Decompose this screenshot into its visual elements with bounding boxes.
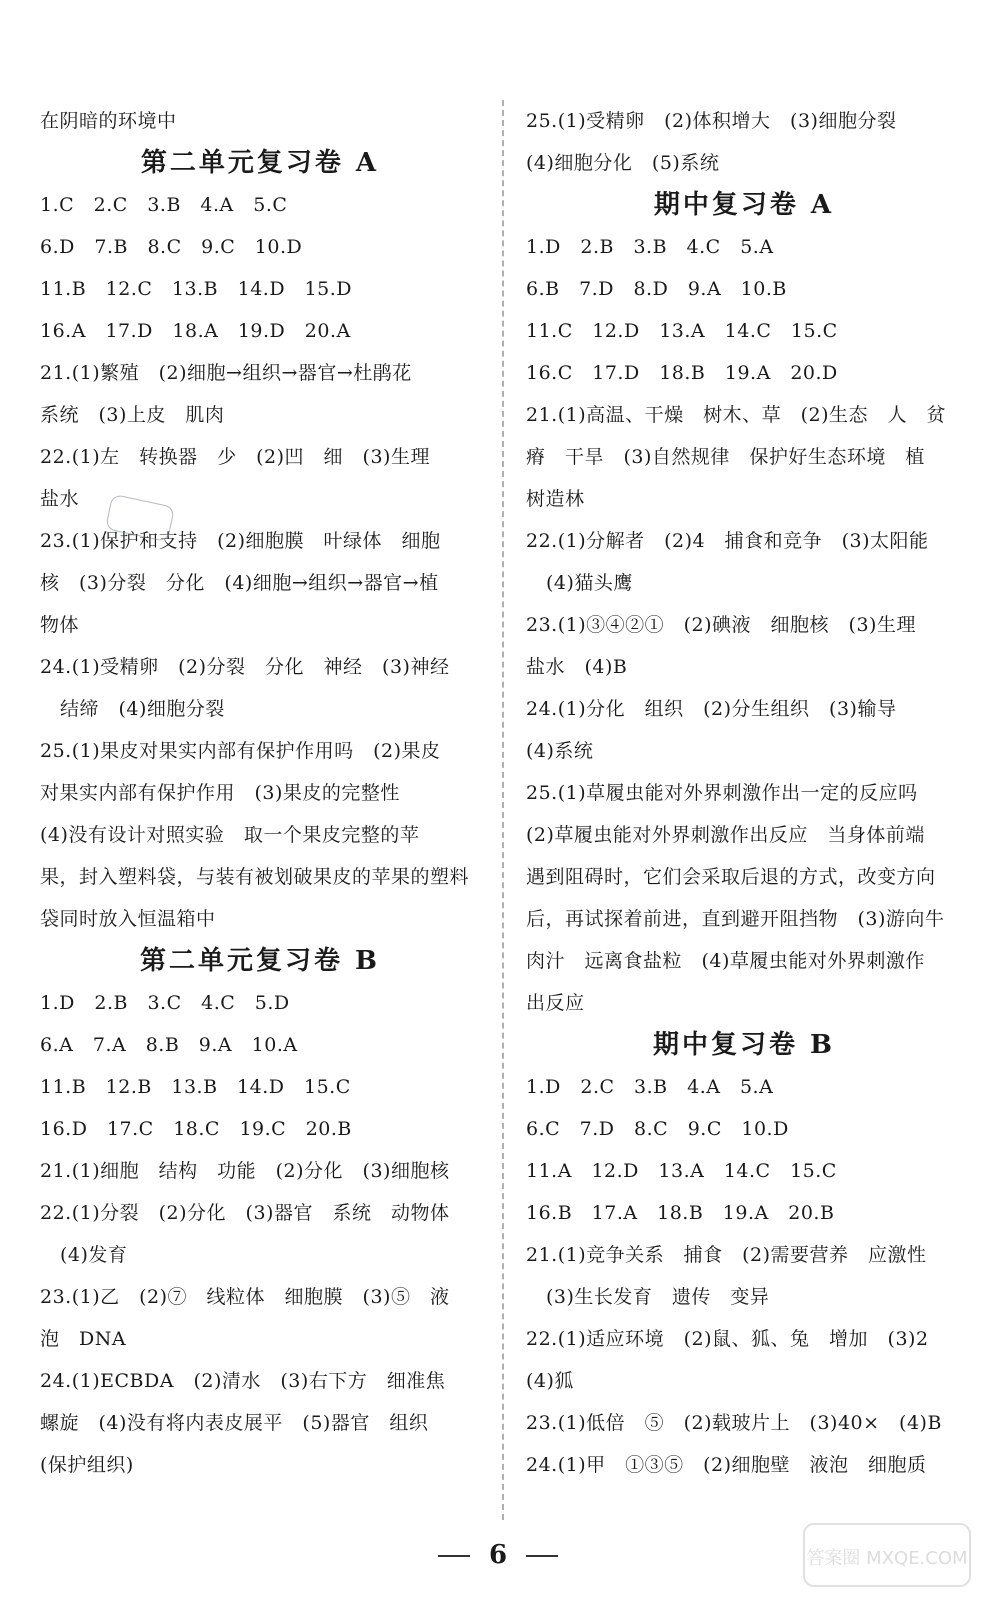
answer-line: 6.A 7.A 8.B 9.A 10.A [40,1034,298,1056]
answer-line: 在阴暗的环境中 [40,110,177,132]
answer-line: 11.B 12.B 13.B 14.D 15.C [40,1076,351,1098]
answer-line: 对果实内部有保护作用 (3)果皮的完整性 [40,782,400,804]
answer-line: 6.C 7.D 8.C 9.C 10.D [526,1118,789,1140]
answer-line: 1.D 2.B 3.C 4.C 5.D [40,992,290,1014]
answer-line: (4)没有设计对照实验 取一个果皮完整的苹 [40,824,420,846]
answer-line: 果，封入塑料袋，与装有被划破果皮的苹果的塑料 [40,866,470,888]
answer-line: 16.A 17.D 18.A 19.D 20.A [40,320,351,342]
watermark-text: 答案圈 MXQE.COM [806,1548,968,1569]
section-title: 期中复习卷 B [652,1030,836,1060]
answer-line: 盐水 (4)B [526,656,628,678]
answer-line: 6.D 7.B 8.C 9.C 10.D [40,236,303,258]
answer-line: 肉汁 远离食盐粒 (4)草履虫能对外界刺激作 [526,950,925,972]
answer-line: 出反应 [526,992,585,1014]
section-title: 期中复习卷 A [653,190,835,220]
answer-line: 1.D 2.B 3.B 4.C 5.A [526,236,774,258]
answer-line: 21.(1)竞争关系 捕食 (2)需要营养 应激性 [526,1244,927,1266]
answer-line: 系统 (3)上皮 肌肉 [40,404,225,426]
answer-line: 后，再试探着前进，直到避开阻挡物 (3)游向牛 [526,908,945,930]
answer-line: 22.(1)分解者 (2)4 捕食和竞争 (3)太阳能 [526,530,929,552]
answer-line: 树造林 [526,488,585,510]
answer-line: 物体 [40,614,80,636]
answer-line: 6.B 7.D 8.D 9.A 10.B [526,278,787,300]
answer-line: 1.C 2.C 3.B 4.A 5.C [40,194,288,216]
section-title: 第二单元复习卷 B [139,946,381,976]
answer-line: 25.(1)受精卵 (2)体积增大 (3)细胞分裂 [526,110,897,132]
answer-line: 23.(1)保护和支持 (2)细胞膜 叶绿体 细胞 [40,530,441,552]
answer-line: (4)系统 [526,740,594,762]
answer-line: 22.(1)左 转换器 少 (2)凹 细 (3)生理 [40,446,430,468]
answer-line: 16.B 17.A 18.B 19.A 20.B [526,1202,835,1224]
footer-dash-left [438,1555,470,1557]
answer-line: 24.(1)分化 组织 (2)分生组织 (3)输导 [526,698,897,720]
answer-line: (4)发育 [60,1244,128,1266]
footer-dash-right [526,1555,558,1557]
answer-line: 21.(1)繁殖 (2)细胞→组织→器官→杜鹃花 [40,362,412,384]
watermark-logo [802,1520,972,1590]
left-column [40,100,480,1486]
answer-line: 24.(1)甲 ①③⑤ (2)细胞壁 液泡 细胞质 [526,1454,927,1476]
answer-line: (4)细胞分化 (5)系统 [526,152,720,174]
answer-line: 11.A 12.D 13.A 14.C 15.C [526,1160,837,1182]
answer-line: (4)狐 [526,1370,574,1392]
column-divider [502,100,504,1520]
answer-line: 袋同时放入恒温箱中 [40,908,216,930]
page-number: 6 [488,1540,508,1570]
answer-line: 22.(1)适应环境 (2)鼠、狐、兔 增加 (3)2 [526,1328,929,1350]
answer-line: 11.B 12.C 13.B 14.D 15.D [40,278,353,300]
answer-line: 24.(1)ECBDA (2)清水 (3)右下方 细准焦 [40,1370,446,1392]
answer-line: 瘠 干旱 (3)自然规律 保护好生态环境 植 [526,446,925,468]
answer-line: 16.C 17.D 18.B 19.A 20.D [526,362,838,384]
answer-line: 21.(1)细胞 结构 功能 (2)分化 (3)细胞核 [40,1160,450,1182]
section-title: 第二单元复习卷 A [140,148,380,178]
answer-line: (2)草履虫能对外界刺激作出反应 当身体前端 [526,824,925,846]
answer-line: 结缔 (4)细胞分裂 [60,698,225,720]
answer-line: 核 (3)分裂 分化 (4)细胞→组织→器官→植 [40,572,439,594]
answer-line: 遇到阻碍时，它们会采取后退的方式，改变方向 [526,866,936,888]
answer-line: 22.(1)分裂 (2)分化 (3)器官 系统 动物体 [40,1202,450,1224]
answer-line: 16.D 17.C 18.C 19.C 20.B [40,1118,352,1140]
answer-line: 24.(1)受精卵 (2)分裂 分化 神经 (3)神经 [40,656,450,678]
answer-line: 23.(1)乙 (2)⑦ 线粒体 细胞膜 (3)⑤ 液 [40,1286,450,1308]
answer-line: 21.(1)高温、干燥 树木、草 (2)生态 人 贫 [526,404,947,426]
answer-line: 泡 DNA [40,1328,127,1350]
answer-line: 螺旋 (4)没有将内表皮展平 (5)器官 组织 [40,1412,429,1434]
answer-line: (3)生长发育 遗传 变异 [546,1286,770,1308]
answer-line: 23.(1)低倍 ⑤ (2)载玻片上 (3)40× (4)B [526,1412,942,1434]
answer-line: 25.(1)草履虫能对外界刺激作出一定的反应吗 [526,782,918,804]
answer-line: 盐水 [40,488,80,510]
answer-line: (4)猫头鹰 [546,572,633,594]
answer-line: (保护组织) [40,1454,134,1476]
right-column [526,100,962,1486]
answer-line: 25.(1)果皮对果实内部有保护作用吗 (2)果皮 [40,740,441,762]
answer-line: 11.C 12.D 13.A 14.C 15.C [526,320,838,342]
answer-line: 23.(1)③④②① (2)碘液 细胞核 (3)生理 [526,614,916,636]
answer-line: 1.D 2.C 3.B 4.A 5.A [526,1076,774,1098]
